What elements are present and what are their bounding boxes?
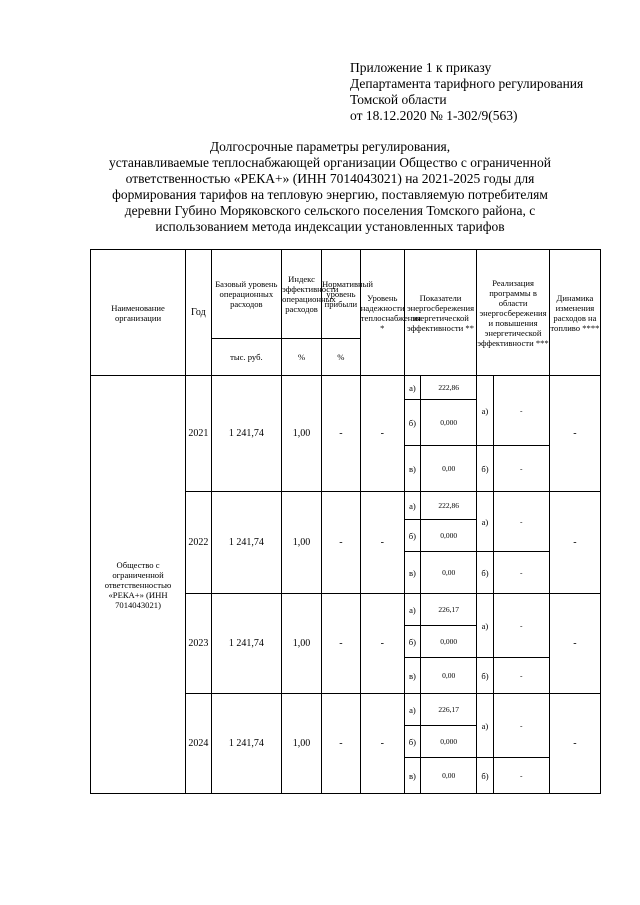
program-a-value: -: [493, 594, 549, 658]
program-a-label: а): [477, 694, 493, 758]
reliability-cell: -: [360, 694, 404, 794]
program-a-label: а): [477, 492, 493, 552]
indicator-a-label: а): [404, 594, 420, 626]
appendix-header: [350, 60, 583, 124]
indicator-v-label: в): [404, 552, 420, 594]
fuel-dynamics-cell: -: [549, 694, 600, 794]
base-costs-cell: 1 241,74: [211, 492, 282, 594]
title-line: устанавливаемые теплоснабжающей организации Общество с ограниченной: [109, 155, 551, 170]
indicator-b-label: б): [404, 726, 420, 758]
title-line: деревни Губино Моряковского сельского поселения Томского района, с: [124, 203, 536, 218]
header-program: Реализация программы в области энергосбережения и повышения энергетической эффективности ***: [477, 250, 550, 376]
base-costs-cell: 1 241,74: [211, 694, 282, 794]
title-line: формирования тарифов на тепловую энергию, поставляемую потребителям: [112, 187, 548, 202]
reliability-cell: -: [360, 492, 404, 594]
normative-profit-cell: -: [321, 594, 360, 694]
indicator-v-value: 0,00: [421, 758, 477, 794]
program-b-value: -: [493, 552, 549, 594]
normative-profit-cell: -: [321, 492, 360, 594]
efficiency-index-cell: 1,00: [282, 492, 322, 594]
indicator-a-label: а): [404, 376, 420, 400]
program-a-value: -: [493, 492, 549, 552]
reliability-cell: -: [360, 594, 404, 694]
program-a-label: а): [477, 594, 493, 658]
indicator-v-value: 0,00: [421, 552, 477, 594]
table-row: [91, 376, 601, 400]
parameters-table: [90, 249, 601, 794]
base-costs-cell: 1 241,74: [211, 376, 282, 492]
unit-index: %: [282, 339, 322, 376]
program-b-label: б): [477, 758, 493, 794]
indicator-b-label: б): [404, 400, 420, 446]
header-org-name: Наименование организации: [91, 250, 186, 376]
indicator-a-label: а): [404, 492, 420, 520]
indicator-a-value: 222,86: [421, 492, 477, 520]
appendix-line: Томской области: [350, 92, 447, 107]
header-base-costs: Базовый уровень операционных расходов: [211, 250, 282, 339]
fuel-dynamics-cell: -: [549, 376, 600, 492]
title-line: ответственностью «РЕКА+» (ИНН 7014043021) на 2021-2025 годы для: [125, 171, 535, 186]
normative-profit-cell: -: [321, 694, 360, 794]
organization-name: Общество с ограниченной ответственностью «РЕКА+» (ИНН 7014043021): [91, 376, 186, 794]
fuel-dynamics-cell: -: [549, 492, 600, 594]
year-cell: 2022: [186, 492, 212, 594]
unit-profit: %: [321, 339, 360, 376]
indicator-a-label: а): [404, 694, 420, 726]
year-cell: 2021: [186, 376, 212, 492]
program-b-label: б): [477, 552, 493, 594]
indicator-b-value: 0,000: [421, 400, 477, 446]
appendix-line: Департамента тарифного регулирования: [350, 76, 584, 91]
header-reliability: Уровень надежности теплоснабжения *: [360, 250, 404, 376]
indicator-v-value: 0,00: [421, 658, 477, 694]
header-energy-saving: Показатели энергосбережения энергетической эффективности **: [404, 250, 477, 376]
header-year: Год: [186, 250, 212, 376]
indicator-v-label: в): [404, 658, 420, 694]
indicator-a-value: 226,17: [421, 594, 477, 626]
header-efficiency-index: Индекс эффективности операционных расходов: [282, 250, 322, 339]
indicator-b-label: б): [404, 626, 420, 658]
document-title: [90, 139, 570, 235]
title-line: использованием метода индексации установленных тарифов: [155, 219, 505, 234]
indicator-v-value: 0,00: [421, 446, 477, 492]
year-cell: 2024: [186, 694, 212, 794]
indicator-b-value: 0,000: [421, 626, 477, 658]
reliability-cell: -: [360, 376, 404, 492]
indicator-a-value: 226,17: [421, 694, 477, 726]
efficiency-index-cell: 1,00: [282, 376, 322, 492]
program-a-value: -: [493, 376, 549, 446]
indicator-b-label: б): [404, 520, 420, 552]
program-b-value: -: [493, 658, 549, 694]
header-normative-profit: Нормативный уровень прибыли: [321, 250, 360, 339]
indicator-v-label: в): [404, 446, 420, 492]
unit-base-costs: тыс. руб.: [211, 339, 282, 376]
program-b-value: -: [493, 758, 549, 794]
program-a-value: -: [493, 694, 549, 758]
appendix-line: от 18.12.2020 № 1-302/9(563): [350, 108, 518, 123]
efficiency-index-cell: 1,00: [282, 594, 322, 694]
indicator-a-value: 222,86: [421, 376, 477, 400]
program-a-label: а): [477, 376, 493, 446]
header-fuel-dynamics: Динамика изменения расходов на топливо ****: [549, 250, 600, 376]
indicator-b-value: 0,000: [421, 520, 477, 552]
indicator-b-value: 0,000: [421, 726, 477, 758]
fuel-dynamics-cell: -: [549, 594, 600, 694]
year-cell: 2023: [186, 594, 212, 694]
program-b-value: -: [493, 446, 549, 492]
appendix-line: Приложение 1 к приказу: [350, 60, 492, 75]
program-b-label: б): [477, 658, 493, 694]
base-costs-cell: 1 241,74: [211, 594, 282, 694]
title-line: Долгосрочные параметры регулирования,: [209, 139, 451, 154]
indicator-v-label: в): [404, 758, 420, 794]
program-b-label: б): [477, 446, 493, 492]
normative-profit-cell: -: [321, 376, 360, 492]
efficiency-index-cell: 1,00: [282, 694, 322, 794]
